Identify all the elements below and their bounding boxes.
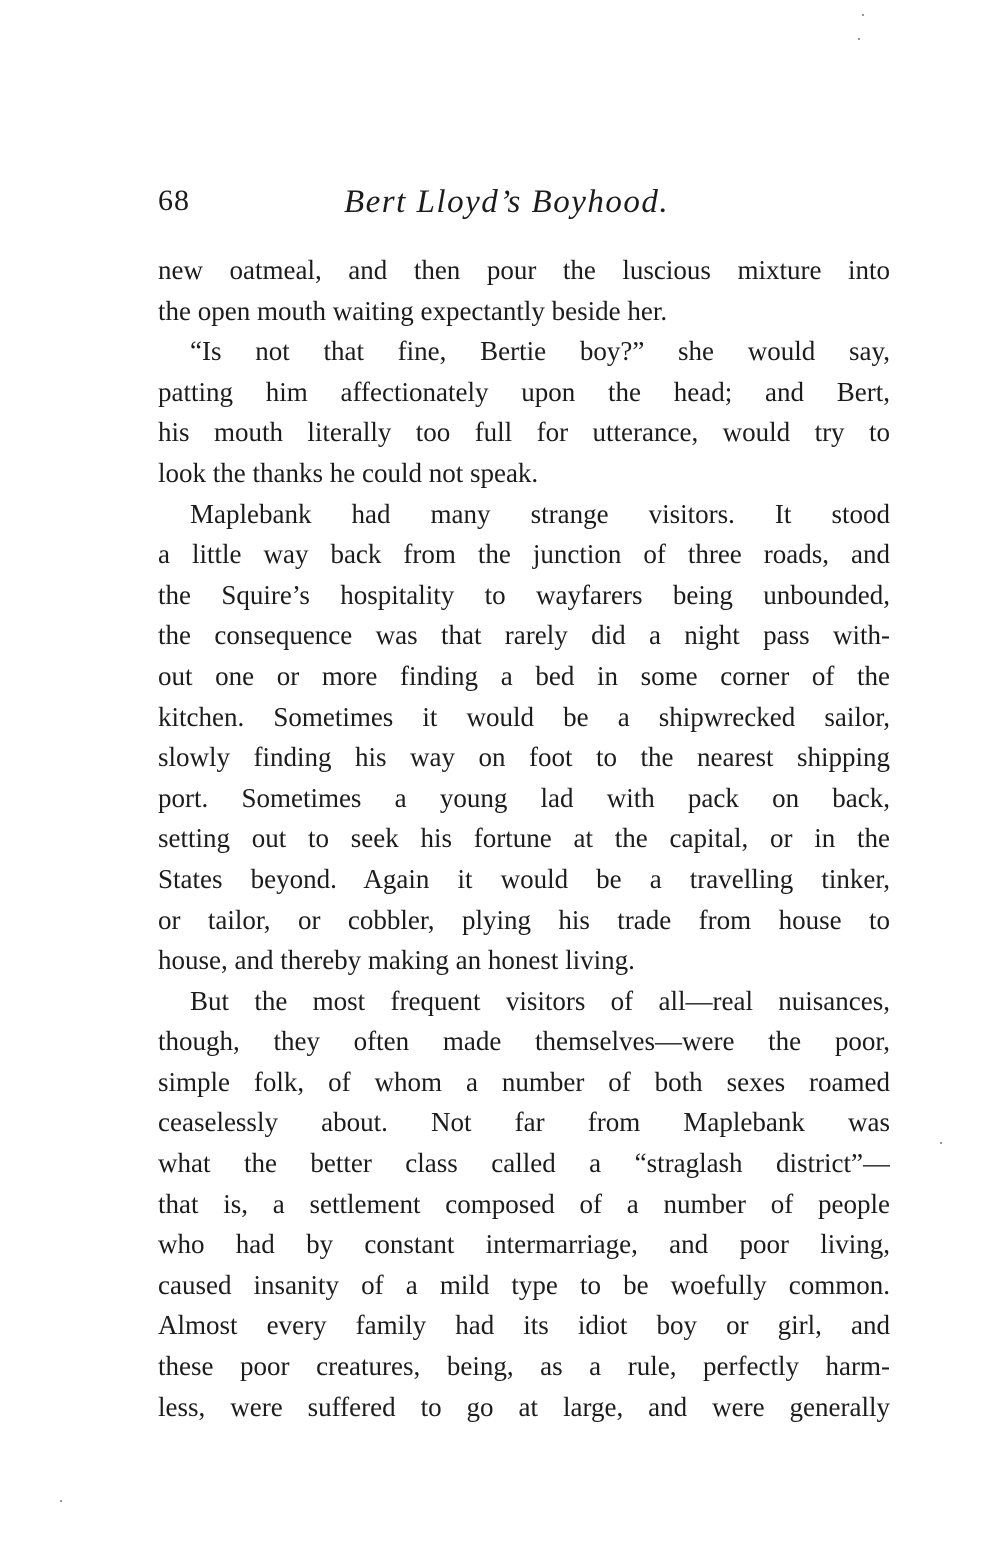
text-line: slowly finding his way on foot to the nearest shipping: [158, 742, 890, 773]
text-line: ceaselessly about. Not far from Maplebank was: [158, 1107, 890, 1138]
text-line: or tailor, or cobbler, plying his trade from house to: [158, 904, 890, 935]
text-line: “Is not that fine, Bertie boy?” she would say,: [190, 336, 890, 367]
text-line: these poor creatures, being, as a rule, perfectly harm-: [158, 1351, 890, 1382]
text-line: Almost every family had its idiot boy or girl, and: [158, 1310, 890, 1341]
text-line: port. Sometimes a young lad with pack on back,: [158, 782, 890, 813]
page-number: 68: [158, 184, 190, 217]
text-line: patting him affectionately upon the head; and Bert,: [158, 376, 890, 407]
text-line: new oatmeal, and then pour the luscious mixture into: [158, 255, 890, 285]
text-line: what the better class called a “straglash district”—: [158, 1148, 890, 1179]
running-title: Bert Lloyd’s Boyhood.: [344, 184, 670, 220]
text-line: Maplebank had many strange visitors. It stood: [190, 498, 890, 529]
text-line: a little way back from the junction of three roads, and: [158, 539, 890, 570]
paper-speck: [862, 14, 864, 16]
text-line: kitchen. Sometimes it would be a shipwrecked sailor,: [158, 701, 890, 732]
text-line: simple folk, of whom a number of both sexes roamed: [158, 1066, 890, 1097]
text-line: the open mouth waiting expectantly beside her.: [158, 295, 668, 326]
text-line: that is, a settlement composed of a number of people: [158, 1188, 890, 1219]
body-text: [158, 250, 890, 1427]
text-line: setting out to seek his fortune at the capital, or in the: [158, 823, 890, 854]
text-line: look the thanks he could not speak.: [158, 457, 539, 488]
paper-speck: [940, 1142, 942, 1144]
text-line: less, were suffered to go at large, and were generally: [158, 1391, 890, 1422]
text-line: caused insanity of a mild type to be woefully common.: [158, 1269, 890, 1300]
text-line: his mouth literally too full for utterance, would try to: [158, 417, 890, 448]
text-line: the consequence was that rarely did a night pass with-: [158, 620, 890, 651]
text-line: who had by constant intermarriage, and poor living,: [158, 1229, 890, 1260]
text-line: States beyond. Again it would be a travelling tinker,: [158, 863, 890, 894]
page-header: [158, 184, 890, 234]
text-line: the Squire’s hospitality to wayfarers being unbounded,: [158, 579, 890, 610]
text-line: though, they often made themselves—were the poor,: [158, 1026, 890, 1057]
text-line: But the most frequent visitors of all—real nuisances,: [190, 985, 890, 1016]
paper-speck: [60, 1500, 62, 1502]
text-line: out one or more finding a bed in some corner of the: [158, 660, 890, 691]
text-line: house, and thereby making an honest living.: [158, 945, 635, 976]
paper-speck: [858, 38, 860, 40]
